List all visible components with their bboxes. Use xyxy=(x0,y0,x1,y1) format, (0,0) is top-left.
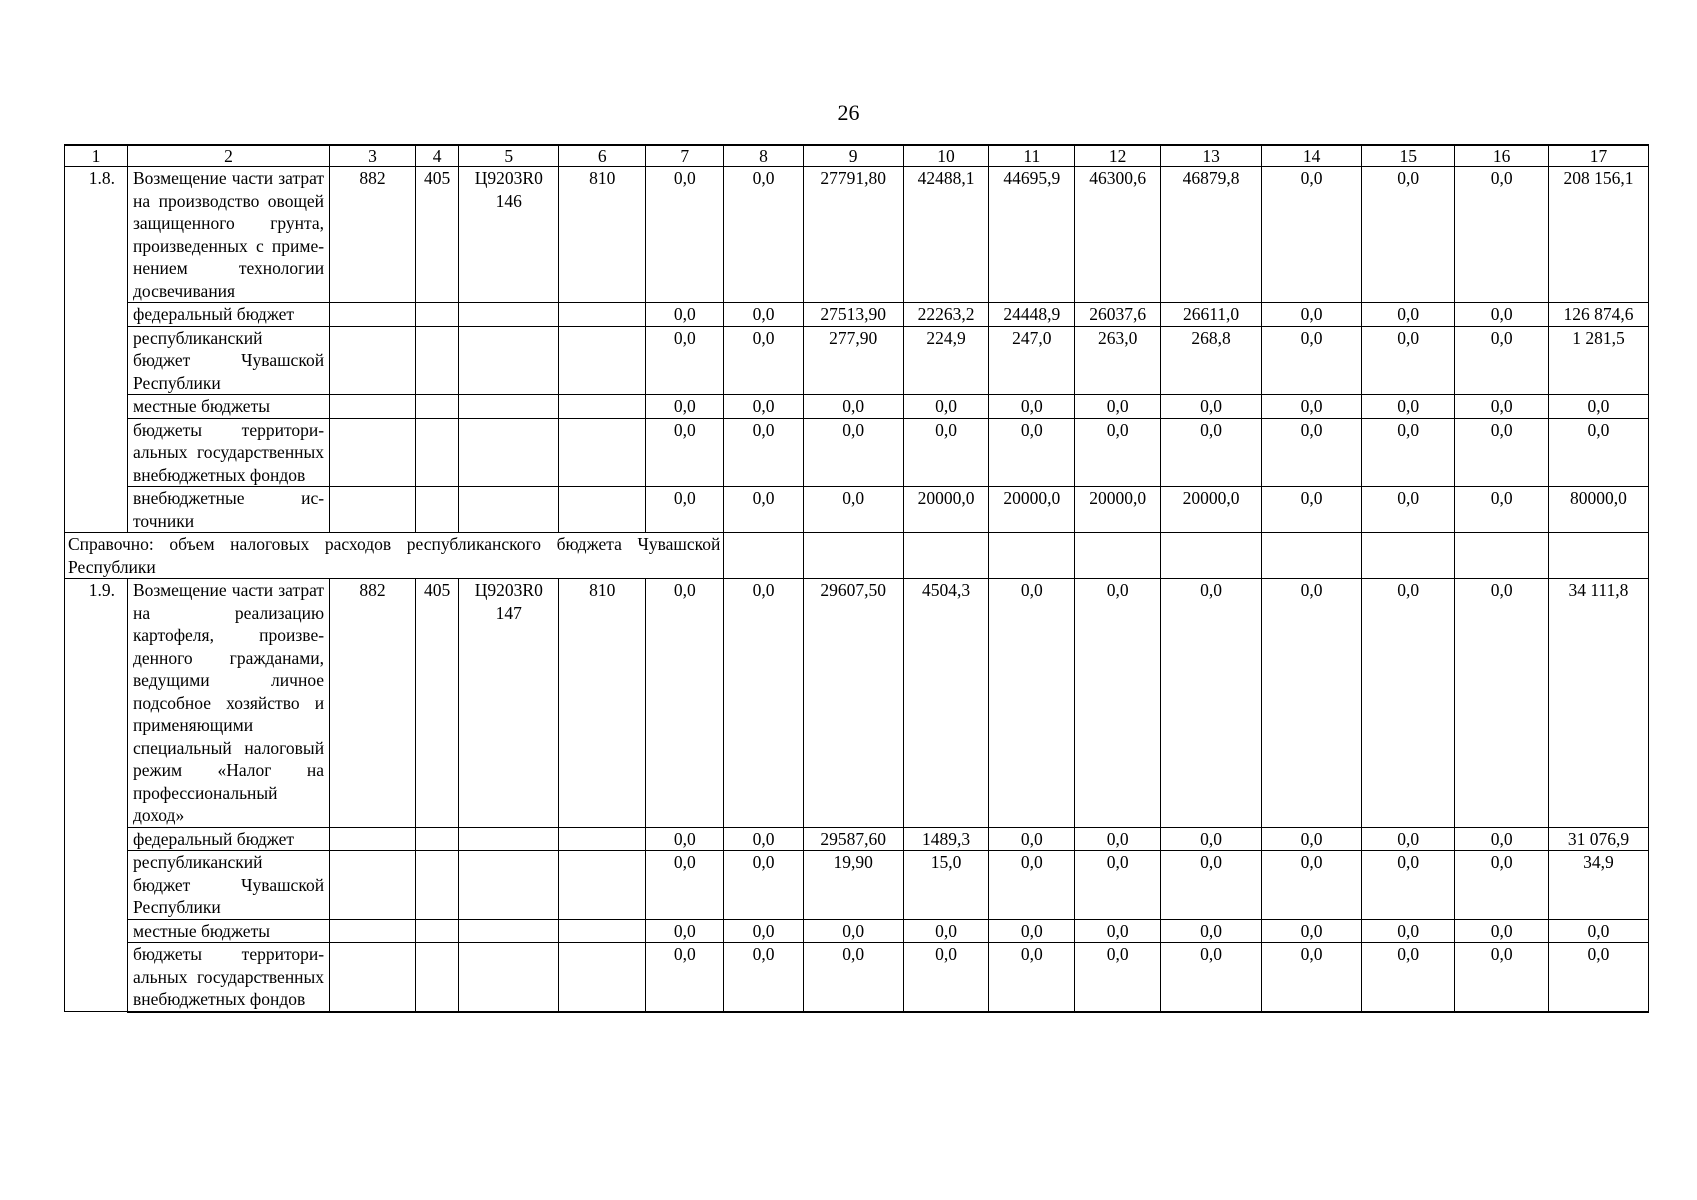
table-cell xyxy=(415,303,458,327)
table-cell: 0,0 xyxy=(1455,827,1548,851)
table-cell: 0,0 xyxy=(1161,919,1262,943)
table-cell: 0,0 xyxy=(1262,579,1362,828)
table-row xyxy=(65,395,1649,419)
table-cell: 247,0 xyxy=(989,326,1075,395)
table-cell: 26611,0 xyxy=(1161,303,1262,327)
column-number: 13 xyxy=(1161,145,1262,167)
table-row xyxy=(65,418,1649,487)
source-label: федеральный бюджет xyxy=(128,827,330,851)
table-cell xyxy=(330,418,416,487)
table-cell: 0,0 xyxy=(646,919,724,943)
source-label: федеральный бюджет xyxy=(128,303,330,327)
table-cell: 0,0 xyxy=(1362,579,1455,828)
table-cell: 0,0 xyxy=(1455,851,1548,920)
table-cell: 0,0 xyxy=(646,943,724,1012)
table-cell: 126 874,6 xyxy=(1548,303,1648,327)
source-label: бюджеты территориальных государственных внебюджетных фондов xyxy=(128,418,330,487)
table-cell: 46879,8 xyxy=(1161,167,1262,303)
table-cell xyxy=(330,919,416,943)
table-cell: 4504,3 xyxy=(903,579,989,828)
table-cell xyxy=(330,395,416,419)
column-number: 4 xyxy=(415,145,458,167)
table-cell: 19,90 xyxy=(803,851,903,920)
table-cell: 0,0 xyxy=(989,827,1075,851)
table-cell: 0,0 xyxy=(1262,395,1362,419)
table-cell: 0,0 xyxy=(1455,395,1548,419)
table-cell: 0,0 xyxy=(724,167,803,303)
table-cell: 0,0 xyxy=(989,851,1075,920)
table-cell: 34 111,8 xyxy=(1548,579,1648,828)
table-cell xyxy=(459,303,559,327)
table-cell: 0,0 xyxy=(903,418,989,487)
table-row xyxy=(65,487,1649,533)
table-cell xyxy=(415,418,458,487)
table-cell xyxy=(459,167,559,303)
table-cell: 27791,80 xyxy=(803,167,903,303)
table-cell: 208 156,1 xyxy=(1548,167,1648,303)
table-cell: 0,0 xyxy=(646,827,724,851)
table-cell: 0,0 xyxy=(1161,827,1262,851)
table-cell: 15,0 xyxy=(903,851,989,920)
column-number: 6 xyxy=(559,145,646,167)
table-cell: 0,0 xyxy=(646,167,724,303)
table-cell: 0,0 xyxy=(724,943,803,1012)
table-cell xyxy=(559,851,646,920)
row-number: 1.9. xyxy=(65,579,128,1012)
code-part: 147 xyxy=(495,602,522,623)
table-cell: 0,0 xyxy=(1262,943,1362,1012)
table-cell: 0,0 xyxy=(1455,943,1548,1012)
table-cell: 0,0 xyxy=(989,919,1075,943)
column-number: 9 xyxy=(803,145,903,167)
table-cell: 0,0 xyxy=(1548,919,1648,943)
table-cell: 0,0 xyxy=(1262,919,1362,943)
table-cell xyxy=(459,418,559,487)
table-cell: 810 xyxy=(559,167,646,303)
column-number: 8 xyxy=(724,145,803,167)
table-cell xyxy=(415,943,458,1012)
source-label: местные бюджеты xyxy=(128,919,330,943)
column-number: 7 xyxy=(646,145,724,167)
table-cell: 0,0 xyxy=(1262,487,1362,533)
table-cell: 0,0 xyxy=(724,395,803,419)
table-cell: 0,0 xyxy=(646,487,724,533)
measure-name: Возмещение части затрат на производство овощей защищенного грунта, произведенных с применением технологии досвечивания xyxy=(128,167,330,303)
table-cell: 1489,3 xyxy=(903,827,989,851)
table-cell: 0,0 xyxy=(1548,395,1648,419)
table-row xyxy=(65,919,1649,943)
column-number: 2 xyxy=(128,145,330,167)
table-cell: 0,0 xyxy=(1455,919,1548,943)
table-cell xyxy=(1262,533,1362,579)
table-cell xyxy=(559,418,646,487)
table-cell: 0,0 xyxy=(803,395,903,419)
table-row xyxy=(65,167,1649,303)
table-cell: 0,0 xyxy=(1455,579,1548,828)
table-cell xyxy=(459,943,559,1012)
column-number: 16 xyxy=(1455,145,1548,167)
table-cell xyxy=(459,487,559,533)
budget-table xyxy=(64,144,1649,1013)
column-number: 1 xyxy=(65,145,128,167)
table-cell xyxy=(1075,533,1161,579)
table-cell: 0,0 xyxy=(724,326,803,395)
code-part: Ц9203R0 xyxy=(474,168,543,188)
table-cell: 20000,0 xyxy=(903,487,989,533)
table-cell: 0,0 xyxy=(1262,326,1362,395)
table-cell xyxy=(330,943,416,1012)
column-number: 17 xyxy=(1548,145,1648,167)
source-label: местные бюджеты xyxy=(128,395,330,419)
table-cell: 0,0 xyxy=(724,919,803,943)
table-cell: 20000,0 xyxy=(1161,487,1262,533)
table-cell: 0,0 xyxy=(724,827,803,851)
table-cell: 0,0 xyxy=(646,418,724,487)
table-cell: 0,0 xyxy=(1362,919,1455,943)
table-cell: 0,0 xyxy=(989,943,1075,1012)
table-cell: 0,0 xyxy=(1075,395,1161,419)
table-cell: 0,0 xyxy=(1455,303,1548,327)
table-cell: 405 xyxy=(415,167,458,303)
table-cell xyxy=(459,326,559,395)
table-cell: 22263,2 xyxy=(903,303,989,327)
table-cell xyxy=(459,919,559,943)
table-cell: 0,0 xyxy=(1075,579,1161,828)
table-cell: 31 076,9 xyxy=(1548,827,1648,851)
table-cell: 0,0 xyxy=(1362,487,1455,533)
row-number: 1.8. xyxy=(65,167,128,533)
table-cell: 0,0 xyxy=(724,303,803,327)
table-cell: 0,0 xyxy=(803,943,903,1012)
column-number: 12 xyxy=(1075,145,1161,167)
table-cell: 0,0 xyxy=(1362,851,1455,920)
table-row xyxy=(65,827,1649,851)
table-cell xyxy=(724,533,803,579)
table-cell: 0,0 xyxy=(646,303,724,327)
table-cell: 810 xyxy=(559,579,646,828)
table-cell: 0,0 xyxy=(724,487,803,533)
table-cell: 0,0 xyxy=(646,326,724,395)
table-cell xyxy=(559,943,646,1012)
table-cell xyxy=(559,326,646,395)
table-cell: 0,0 xyxy=(803,418,903,487)
table-row xyxy=(65,851,1649,920)
table-cell: 0,0 xyxy=(646,395,724,419)
table-row xyxy=(65,303,1649,327)
table-cell xyxy=(459,827,559,851)
table-cell xyxy=(330,827,416,851)
code-part: Ц9203R0 xyxy=(474,580,543,600)
column-number-row xyxy=(65,145,1649,167)
table-cell xyxy=(989,533,1075,579)
table-cell xyxy=(415,827,458,851)
table-cell xyxy=(803,533,903,579)
table-cell xyxy=(330,326,416,395)
table-cell: 277,90 xyxy=(803,326,903,395)
table-cell: 0,0 xyxy=(1455,487,1548,533)
table-cell xyxy=(1548,533,1648,579)
table-cell xyxy=(1161,533,1262,579)
table-cell: 0,0 xyxy=(1455,418,1548,487)
table-cell: 405 xyxy=(415,579,458,828)
table-cell: 0,0 xyxy=(724,579,803,828)
source-label: бюджеты территориальных государственных внебюджетных фондов xyxy=(128,943,330,1012)
table-cell: 0,0 xyxy=(1362,303,1455,327)
table-cell: 0,0 xyxy=(989,579,1075,828)
table-cell: 0,0 xyxy=(803,487,903,533)
table-cell: 0,0 xyxy=(1362,418,1455,487)
table-row xyxy=(65,579,1649,828)
table-cell: 882 xyxy=(330,579,416,828)
table-cell: 0,0 xyxy=(1362,395,1455,419)
table-cell: 224,9 xyxy=(903,326,989,395)
source-label: республиканский бюджет Чувашской Республики xyxy=(128,326,330,395)
table-cell xyxy=(330,303,416,327)
table-cell: 20000,0 xyxy=(989,487,1075,533)
table-cell: 0,0 xyxy=(1075,943,1161,1012)
table-cell xyxy=(459,579,559,828)
column-number: 10 xyxy=(903,145,989,167)
page-number: 26 xyxy=(837,100,860,125)
table-cell: 0,0 xyxy=(1362,827,1455,851)
table-cell: 0,0 xyxy=(903,395,989,419)
code-part: 146 xyxy=(495,190,522,211)
table-cell xyxy=(415,326,458,395)
table-cell: 24448,9 xyxy=(989,303,1075,327)
column-number: 15 xyxy=(1362,145,1455,167)
table-cell: 0,0 xyxy=(1262,827,1362,851)
table-cell xyxy=(330,851,416,920)
table-cell: 0,0 xyxy=(646,851,724,920)
table-cell: 0,0 xyxy=(1161,395,1262,419)
table-cell: 0,0 xyxy=(1161,943,1262,1012)
table-cell xyxy=(1362,533,1455,579)
table-cell: 0,0 xyxy=(1161,579,1262,828)
source-label: внебюджетные источники xyxy=(128,487,330,533)
table-cell: 0,0 xyxy=(1262,851,1362,920)
table-cell xyxy=(559,303,646,327)
table-cell: 0,0 xyxy=(724,418,803,487)
table-cell: 0,0 xyxy=(989,395,1075,419)
table-cell: 0,0 xyxy=(1262,167,1362,303)
table-cell: 0,0 xyxy=(1161,418,1262,487)
table-cell: 263,0 xyxy=(1075,326,1161,395)
table-cell: 42488,1 xyxy=(903,167,989,303)
table-cell: 0,0 xyxy=(1548,418,1648,487)
table-cell: 0,0 xyxy=(1075,827,1161,851)
table-cell xyxy=(415,851,458,920)
table-cell xyxy=(415,487,458,533)
table-cell: 0,0 xyxy=(1362,326,1455,395)
table-cell xyxy=(415,919,458,943)
table-cell: 46300,6 xyxy=(1075,167,1161,303)
column-number: 14 xyxy=(1262,145,1362,167)
table-cell: 20000,0 xyxy=(1075,487,1161,533)
table-cell: 882 xyxy=(330,167,416,303)
table-cell: 29587,60 xyxy=(803,827,903,851)
table-cell xyxy=(559,395,646,419)
table-cell: 0,0 xyxy=(1161,851,1262,920)
table-cell: 0,0 xyxy=(1262,303,1362,327)
table-cell xyxy=(459,395,559,419)
table-cell: 0,0 xyxy=(1362,943,1455,1012)
table-cell xyxy=(330,487,416,533)
table-cell xyxy=(1455,533,1548,579)
table-cell: 0,0 xyxy=(1455,167,1548,303)
table-cell: 0,0 xyxy=(1455,326,1548,395)
measure-name: Возмещение части затрат на реализацию картофеля, произведенного гражданами, ведущими личное подсобное хозяйство и применяющими специальный налоговый режим «Налог на профессиональный доход» xyxy=(128,579,330,828)
table-cell: 26037,6 xyxy=(1075,303,1161,327)
column-number: 11 xyxy=(989,145,1075,167)
table-cell: 0,0 xyxy=(646,579,724,828)
table-cell xyxy=(559,827,646,851)
table-cell: 268,8 xyxy=(1161,326,1262,395)
table-cell xyxy=(415,395,458,419)
table-cell: 0,0 xyxy=(1075,418,1161,487)
table-cell: 0,0 xyxy=(1075,919,1161,943)
reference-note: Справочно: объем налоговых расходов республиканского бюджета Чувашской Республики xyxy=(65,533,724,579)
table-cell: 0,0 xyxy=(1262,418,1362,487)
table-row xyxy=(65,943,1649,1012)
table-cell xyxy=(903,533,989,579)
table-cell: 0,0 xyxy=(1075,851,1161,920)
reference-row xyxy=(65,533,1649,579)
table-cell xyxy=(559,919,646,943)
table-row xyxy=(65,326,1649,395)
table-cell: 0,0 xyxy=(803,919,903,943)
table-cell: 80000,0 xyxy=(1548,487,1648,533)
table-cell: 0,0 xyxy=(903,943,989,1012)
table-cell: 0,0 xyxy=(1362,167,1455,303)
table-cell: 0,0 xyxy=(724,851,803,920)
source-label: республиканский бюджет Чувашской Республики xyxy=(128,851,330,920)
column-number: 3 xyxy=(330,145,416,167)
table-cell xyxy=(559,487,646,533)
column-number: 5 xyxy=(459,145,559,167)
table-cell: 27513,90 xyxy=(803,303,903,327)
table-cell: 0,0 xyxy=(989,418,1075,487)
table-cell: 34,9 xyxy=(1548,851,1648,920)
table-cell xyxy=(459,851,559,920)
table-cell: 0,0 xyxy=(903,919,989,943)
table-cell: 1 281,5 xyxy=(1548,326,1648,395)
table-cell: 44695,9 xyxy=(989,167,1075,303)
table-cell: 29607,50 xyxy=(803,579,903,828)
table-cell: 0,0 xyxy=(1548,943,1648,1012)
